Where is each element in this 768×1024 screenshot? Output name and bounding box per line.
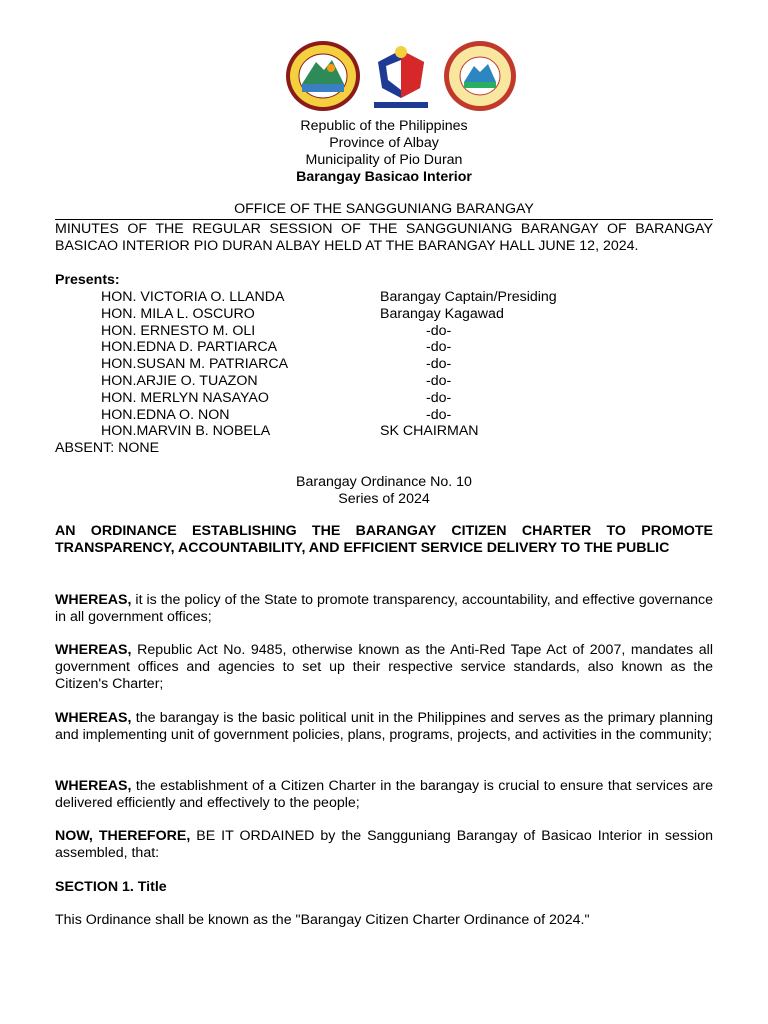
whereas-paragraph [55,710,713,744]
whereas-text: the barangay is the basic political unit in the Philippines and serves as the primary planning and implementing unit of government policies, plans, programs, projects, and activities in the community; [55,710,713,743]
whereas-paragraph [55,642,713,693]
absent-line: ABSENT: NONE [55,440,160,456]
attendee-name: HON.EDNA D. PARTIARCA [101,339,278,356]
attendee-name: HON.EDNA O. NON [101,406,230,423]
attendee-name: HON. MERLYN NASAYAO [101,389,269,406]
header-municipality: Municipality of Pio Duran [305,152,463,168]
barangay-seal-icon [284,40,362,112]
section-heading: SECTION 1. Title [55,879,167,895]
attendee-role: -do- [426,356,452,373]
attendee-name: HON. VICTORIA O. LLANDA [101,289,285,305]
header-country: Republic of the Philippines [300,118,468,134]
attendee-row [101,373,701,390]
whereas-text: Republic Act No. 9485, otherwise known as the Anti-Red Tape Act of 2007, mandates all government offices and agencies to set up their respective service standards, also known as the Citizen's Charter; [55,642,713,692]
now-therefore-text: BE IT ORDAINED by the Sangguniang Barangay of Basicao Interior in session assembled, that: [55,828,713,861]
attendee-name: HON. ERNESTO M. OLI [101,322,256,339]
attendee-row [101,289,701,306]
ordinance-number: Barangay Ordinance No. 10 [296,474,472,490]
attendee-name: HON. MILA L. OSCURO [101,305,255,322]
ordinance-title: AN ORDINANCE ESTABLISHING THE BARANGAY CITIZEN CHARTER TO PROMOTE TRANSPARENCY, ACCOUNTABILITY, AND EFFICIENT SERVICE DELIVERY TO THE PUBLIC [55,523,713,556]
attendee-role: -do- [426,406,452,423]
attendee-role: -do- [426,339,452,356]
attendee-row [101,339,701,356]
attendee-role: SK CHAIRMAN [380,423,479,440]
whereas-text: it is the policy of the State to promote transparency, accountability, and effective governance in all government offices; [55,592,713,625]
attendee-row [101,423,701,440]
whereas-paragraph [55,778,713,812]
header-province: Province of Albay [329,135,439,151]
attendee-name: HON.SUSAN M. PATRIARCA [101,356,289,373]
attendee-name: HON.ARJIE O. TUAZON [101,373,258,389]
attendee-row [101,323,701,340]
attendee-row [101,390,701,407]
now-therefore-lead: NOW, THEREFORE, [55,828,191,844]
presents-label: Presents: [55,272,120,288]
whereas-text: the establishment of a Citizen Charter in the barangay is crucial to ensure that services are delivered efficiently and effectively to the people; [55,778,713,811]
header-barangay: Barangay Basicao Interior [296,169,472,185]
attendee-role: -do- [426,322,452,339]
ordinance-series: Series of 2024 [338,491,430,507]
header-logos [280,40,520,112]
attendee-row [101,306,701,323]
whereas-lead: WHEREAS, [55,642,132,658]
whereas-paragraph [55,592,713,626]
minutes-statement: MINUTES OF THE REGULAR SESSION OF THE SANGGUNIANG BARANGAY OF BARANGAY BASICAO INTERIOR PIO DURAN ALBAY HELD AT THE BARANGAY HALL JUNE 12, 2024. [55,221,713,254]
whereas-lead: WHEREAS, [55,710,132,726]
bagong-pilipinas-logo-icon [368,40,434,112]
now-therefore-paragraph [55,828,713,862]
attendee-row [101,356,701,373]
municipality-seal-icon [442,40,518,112]
attendee-role: -do- [426,373,452,389]
section-text: This Ordinance shall be known as the "Barangay Citizen Charter Ordinance of 2024." [55,912,590,928]
attendee-row [101,407,701,424]
attendee-role: -do- [426,389,452,406]
whereas-lead: WHEREAS, [55,778,132,794]
header-divider [55,219,713,220]
attendee-name: HON.MARVIN B. NOBELA [101,423,271,440]
office-title: OFFICE OF THE SANGGUNIANG BARANGAY [234,201,534,217]
whereas-lead: WHEREAS, [55,592,132,608]
attendee-role: Barangay Captain/Presiding [380,289,557,305]
attendee-role: Barangay Kagawad [380,305,504,322]
